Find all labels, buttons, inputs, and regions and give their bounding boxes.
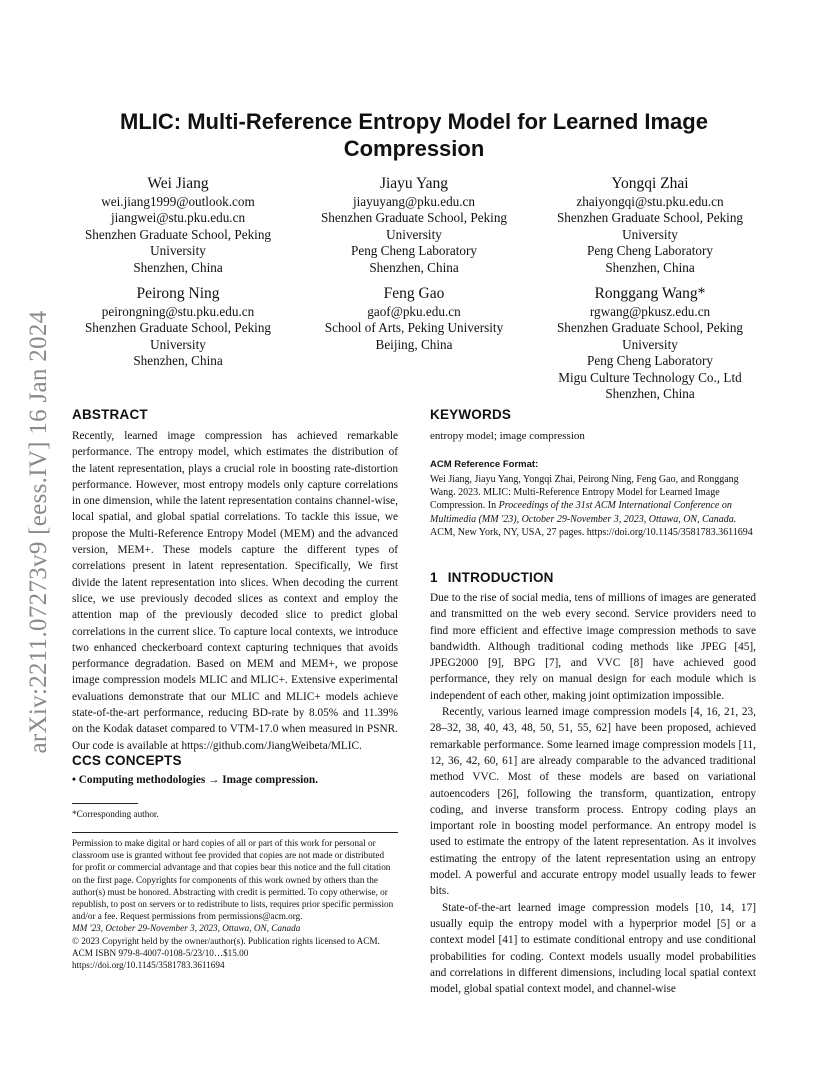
keywords-text: entropy model; image compression	[430, 430, 585, 442]
isbn-line: ACM ISBN 979-8-4007-0108-5/23/10…$15.00	[72, 947, 249, 958]
author-line: Shenzhen, China	[605, 259, 695, 275]
acm-reference-text	[430, 473, 756, 539]
permission-rule	[72, 832, 398, 833]
author-line: wei.jiang1999@outlook.com	[101, 194, 255, 209]
abstract-heading: ABSTRACT	[72, 407, 148, 422]
section-title: INTRODUCTION	[447, 570, 554, 585]
arxiv-id-text: arXiv:2211.07273v9 [eess.IV] 16 Jan 2024	[25, 310, 52, 754]
author-line: Shenzhen, China	[133, 259, 223, 275]
intro-paragraph: Recently, various learned image compression models [4, 16, 21, 23, 28–32, 38, 40, 43, 48, 50, 51, 55, 62] have been proposed, achieved remarkable performance. Some learned image compression models [11, 12, 36, 42, 60, 61] are already comparable to the advanced traditional method VVC. Most of these models are based on variational autoencoders [26], following the transform, quantization, entropy coding, and inverse transform process. Entropy coding plays an important role in boosting model performance. An entropy model is used to estimate the entropy of the latent representation. As it involves estimating the entropy of the latent representation using an entropy model. A powerful and accurate entropy model usually leads to fewer bits.	[430, 706, 756, 898]
permission-line: on the first page. Copyrights for components of this work owned by others than the	[72, 874, 378, 885]
author-name: Feng Gao	[383, 285, 445, 302]
author-line: Migu Culture Technology Co., Ltd	[558, 369, 742, 385]
corresponding-author-footnote: *Corresponding author.	[72, 809, 159, 819]
copyright-line: © 2023 Copyright held by the owner/author(s). Publication rights licensed to ACM.	[72, 935, 380, 946]
ccs-heading: CCS CONCEPTS	[72, 753, 182, 768]
doi-line: https://doi.org/10.1145/3581783.3611694	[72, 960, 225, 971]
author-block	[63, 284, 293, 370]
title-line-2: Compression	[343, 136, 485, 161]
author-line: Shenzhen Graduate School, Peking	[84, 320, 272, 336]
author-block	[299, 284, 529, 353]
permission-line: classroom use is granted without fee provided that copies are not made or distributed	[72, 850, 385, 861]
permission-line: author(s) must be honored. Abstracting with credit is permitted. To copy otherwise, or	[72, 886, 388, 897]
permission-line: and/or a fee. Request permissions from permissions@acm.org.	[72, 911, 303, 922]
author-line: School of Arts, Peking University	[324, 320, 504, 336]
title-line-1: MLIC: Multi-Reference Entropy Model for Learned Image	[120, 109, 708, 134]
author-line: jiangwei@stu.pku.edu.cn	[110, 210, 246, 226]
permission-line: republish, to post on servers or to redistribute to lists, requires prior specific permission	[72, 899, 394, 910]
author-line: Shenzhen Graduate School, Peking	[556, 320, 744, 336]
intro-paragraph: State-of-the-art learned image compression models [10, 14, 17] usually equip the entropy model with a hyperprior model [5] or a context model [41] to estimate conditional entropy and use conditional probabilities for coding. Context models usually model probabilities and correlations in different dimensions, including local spatial context model, global spatial context model, and channel-wise	[430, 901, 756, 996]
abstract-text: Recently, learned image compression has achieved remarkable performance. The entropy model, which estimates the distribution of the latent representation, plays a crucial role in boosting rate-distortion performance. However, most entropy models only capture correlations in one dimension, while the latent representation contains channel-wise, local spatial, and global spatial correlations. To tackle this issue, we propose the Multi-Reference Entropy Model (MEM) and the advanced version, MEM+. These models capture the different types of correlations present in latent representation. Specifically, We first divide the latent representation into slices. When decoding the current slice, we use previously decoded slices as context and employ the attention map of the previously decoded slice to predict global correlations in the current slice. To capture local contexts, we introduce two enhanced checkerboard context capturing techniques that avoids performance degradation. Based on MEM and MEM+, we propose image compression models MLIC and MLIC+. Extensive experimental evaluations demonstrate that our MLIC and MLIC+ models achieve state-of-the-art performance, reducing BD-rate by 8.05% and 11.39% on the Kodak dataset compared to VTM-17.0 when measured in PSNR. Our code is available at https://github.com/JiangWeibeta/MLIC.	[72, 430, 398, 752]
permission-line: for profit or commercial advantage and that copies bear this notice and the full citation	[72, 862, 391, 873]
footnote-rule	[72, 803, 138, 804]
acm-reference-venue: Proceedings of the 31st ACM International Conference on Multimedia (MM '23), October 29-November 3, 2023, Ottawa, ON, Canada.	[430, 500, 737, 525]
author-line: Shenzhen, China	[133, 353, 223, 369]
author-name: Ronggang Wang*	[594, 285, 706, 302]
author-block	[535, 174, 765, 276]
author-line: Peng Cheng Laboratory	[351, 243, 477, 259]
introduction-heading	[430, 570, 554, 585]
arxiv-side-identifier	[14, 0, 64, 1072]
author-block	[535, 284, 765, 402]
author-line: Shenzhen, China	[605, 386, 695, 402]
acm-reference-label: ACM Reference Format:	[430, 459, 539, 470]
author-name: Peirong Ning	[136, 285, 220, 302]
author-line: Peng Cheng Laboratory	[587, 353, 713, 369]
author-line: jiayuyang@pku.edu.cn	[352, 194, 475, 209]
author-line: Shenzhen Graduate School, Peking	[556, 210, 744, 226]
permission-line: Permission to make digital or hard copies of all or part of this work for personal or	[72, 838, 376, 848]
author-line: zhaiyongqi@stu.pku.edu.cn	[576, 194, 724, 209]
author-name: Jiayu Yang	[379, 175, 449, 192]
intro-paragraph: Due to the rise of social media, tens of millions of images are generated and transmitted on the web every second. Service providers need to find more efficient and effective image compression methods to save bandwidth. Although traditional coding methods like JPEG [45], JPEG2000 [9], BPG [7], and VVC [8] have achieved good performance, they rely on manual design for each module which is independent of each other, making joint optimization impossible.	[430, 592, 756, 702]
author-line: University	[150, 243, 206, 259]
author-line: Shenzhen Graduate School, Peking	[320, 210, 508, 226]
paper-title	[90, 108, 738, 162]
author-line: University	[386, 226, 442, 242]
author-line: Peng Cheng Laboratory	[587, 243, 713, 259]
acm-reference-authors: Wei Jiang, Jiayu Yang, Yongqi Zhai, Peirong Ning, Feng Gao, and Ronggang Wang. 2023. MLIC: Multi-Reference Entropy Model for Learned Image Compression. In	[430, 474, 739, 512]
conference-line: MM '23, October 29-November 3, 2023, Ottawa, ON, Canada	[72, 923, 301, 934]
author-line: Shenzhen, China	[369, 259, 459, 275]
author-line: University	[622, 226, 678, 242]
author-block	[63, 174, 293, 276]
section-number: 1	[430, 570, 438, 585]
abstract-body	[72, 428, 398, 754]
author-name: Yongqi Zhai	[611, 175, 689, 192]
author-line: Beijing, China	[375, 336, 453, 352]
author-line: gaof@pku.edu.cn	[367, 304, 461, 319]
author-line: University	[150, 336, 206, 352]
author-name: Wei Jiang	[147, 175, 209, 192]
acm-reference-tail: ACM, New York, NY, USA, 27 pages. https://doi.org/10.1145/3581783.3611694	[430, 526, 753, 538]
ccs-concepts: • Computing methodologies → Image compression.	[72, 774, 319, 786]
keywords-heading: KEYWORDS	[430, 407, 512, 422]
author-line: peirongning@stu.pku.edu.cn	[101, 304, 255, 319]
author-line: Shenzhen Graduate School, Peking	[84, 226, 272, 242]
introduction-body	[430, 590, 756, 997]
author-block	[299, 174, 529, 276]
permission-block	[72, 837, 402, 971]
author-line: rgwang@pkusz.edu.cn	[589, 304, 711, 319]
author-line: University	[622, 336, 678, 352]
